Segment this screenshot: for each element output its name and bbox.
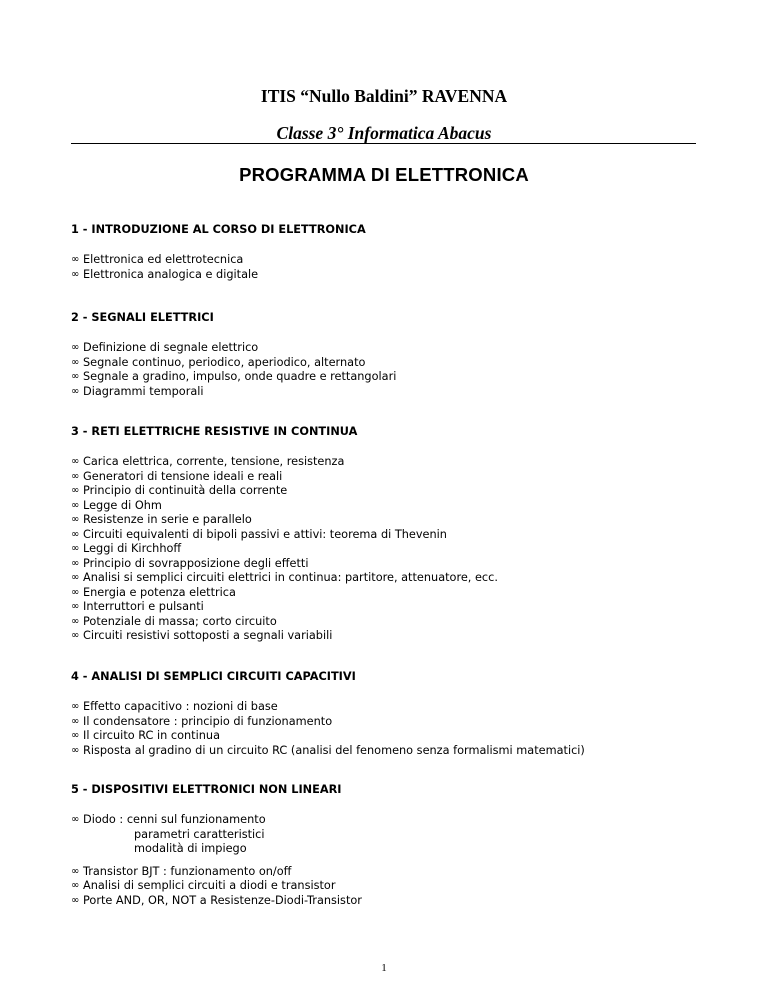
bullet-icon: ∞ [71,814,80,825]
list-item: ∞ Resistenze in serie e parallelo [71,513,252,526]
section-2 [71,310,731,399]
list-item: ∞ Elettronica ed elettrotecnica [71,253,244,266]
bullet-icon: ∞ [71,730,80,741]
bullet-icon: ∞ [71,601,80,612]
item-list [71,455,731,644]
bullet-icon: ∞ [71,499,80,511]
list-item: ∞ Definizione di segnale elettrico [71,341,259,354]
list-item: ∞ Il condensatore : principio di funzionamento [71,714,333,728]
bullet-icon: ∞ [71,470,80,482]
section-4 [71,669,731,758]
sub-item: parametri caratteristici [134,827,265,841]
bullet-icon: ∞ [71,268,80,280]
bullet-icon: ∞ [71,356,80,368]
list-item: ∞ Effetto capacitivo : nozioni di base [71,700,278,713]
bullet-icon: ∞ [71,630,80,641]
list-item: ∞ Elettronica analogica e digitale [71,267,259,281]
item-list [71,341,731,399]
list-item: ∞ Analisi di semplici circuiti a diodi e transistor [71,879,336,892]
bullet-icon: ∞ [71,615,80,627]
class-name: Classe 3° Informatica Abacus [276,123,492,143]
bullet-icon: ∞ [71,543,80,554]
bullet-icon: ∞ [71,701,80,712]
bullet-icon: ∞ [71,385,80,397]
page-number: 1 [381,962,387,974]
bullet-icon: ∞ [71,894,80,906]
list-item: ∞ Generatori di tensione ideali e reali [71,469,283,483]
list-item: ∞ Diodo : cenni sul funzionamento parametri caratteristici modalità di impiego [71,813,731,857]
list-item: ∞ Porte AND, OR, NOT a Resistenze-Diodi-Transistor [71,893,362,907]
bullet-icon: ∞ [71,865,80,877]
list-item: ∞ Segnale a gradino, impulso, onde quadre e rettangolari [71,370,397,383]
list-item: ∞ Diagrammi temporali [71,384,204,398]
list-item: ∞ Circuiti resistivi sottoposti a segnali variabili [71,629,333,642]
bullet-icon: ∞ [71,557,80,569]
section-title: 2 - SEGNALI ELETTRICI [71,311,214,324]
bullet-icon: ∞ [71,456,80,467]
list-item: ∞ Circuiti equivalenti di bipoli passivi e attivi: teorema di Thevenin [71,527,447,541]
list-item: ∞ Risposta al gradino di un circuito RC (analisi del fenomeno senza formalismi matematici) [71,743,585,757]
section-title: 4 - ANALISI DI SEMPLICI CIRCUITI CAPACITIVI [71,670,356,683]
bullet-icon: ∞ [71,485,80,496]
section-title: 3 - RETI ELETTRICHE RESISTIVE IN CONTINUA [71,425,358,438]
list-item: ∞ Interruttori e pulsanti [71,600,204,613]
section-1 [71,222,731,282]
item-list [71,865,731,909]
bullet-icon: ∞ [71,880,80,891]
diodo-list [71,813,731,857]
list-item: ∞ Transistor BJT : funzionamento on/off [71,864,292,878]
list-item: ∞ Leggi di Kirchhoff [71,542,182,555]
header-rule [71,143,696,144]
list-item: ∞ Legge di Ohm [71,498,162,512]
item-list [71,700,731,758]
list-item: ∞ Carica elettrica, corrente, tensione, resistenza [71,455,345,468]
list-item: ∞ Energia e potenza elettrica [71,585,236,599]
list-item: ∞ Principio di continuità della corrente [71,484,288,497]
sub-item: modalità di impiego [134,842,247,855]
list-item: ∞ Il circuito RC in continua [71,729,220,742]
section-5 [71,782,731,908]
item-list [71,253,731,282]
list-item: ∞ Potenziale di massa; corto circuito [71,614,277,628]
bullet-icon: ∞ [71,254,80,265]
bullet-icon: ∞ [71,371,80,382]
list-item: ∞ Segnale continuo, periodico, aperiodico, alternato [71,355,366,369]
list-item: ∞ Principio di sovrapposizione degli effetti [71,556,309,570]
bullet-icon: ∞ [71,342,80,353]
bullet-icon: ∞ [71,514,80,525]
bullet-icon: ∞ [71,715,80,727]
section-title: 5 - DISPOSITIVI ELETTRONICI NON LINEARI [71,783,342,796]
school-name: ITIS “Nullo Baldini” RAVENNA [260,86,508,106]
list-item: ∞ Analisi si semplici circuiti elettrici in continua: partitore, attenuatore, ecc. [71,571,498,584]
bullet-icon: ∞ [71,528,80,540]
bullet-icon: ∞ [71,572,80,583]
section-title: 1 - INTRODUZIONE AL CORSO DI ELETTRONICA [71,223,366,236]
bullet-icon: ∞ [71,744,80,756]
bullet-icon: ∞ [71,586,80,598]
document-title: PROGRAMMA DI ELETTRONICA [239,164,529,185]
section-3 [71,424,731,644]
